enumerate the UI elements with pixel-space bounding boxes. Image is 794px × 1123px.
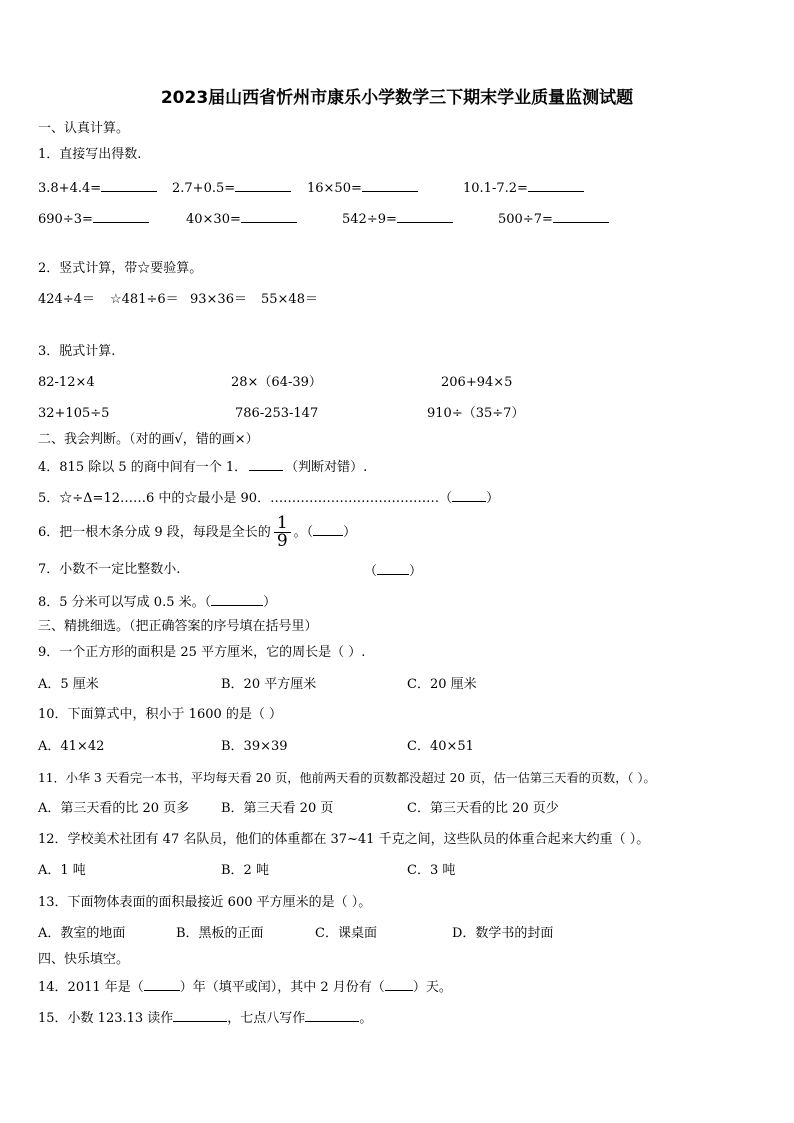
answer-blank[interactable] <box>313 523 343 536</box>
option-a[interactable]: A．41×42 <box>38 739 105 754</box>
question-11-prompt: 11．小华 3 天看完一本书，平均每天看 20 页，他前两天看的页数都没超过 20 页，估一估第三天看的页数，（ ）。 <box>38 771 656 785</box>
section-heading-1: 一、认真计算。 <box>38 121 130 136</box>
calc-item: 2.7+0.5= <box>172 179 291 197</box>
question-10-prompt: 10．下面算式中，积小于 1600 的是（ ） <box>38 707 283 722</box>
answer-blank[interactable] <box>173 1009 227 1022</box>
answer-blank[interactable] <box>249 458 283 471</box>
step-calc-item: 786-253-147 <box>235 406 319 421</box>
option-c[interactable]: C．40×51 <box>407 739 474 754</box>
calc-item: 40×30= <box>186 210 297 228</box>
question-8: 8．5 分米可以写成 0.5 米。（ ） <box>38 595 277 610</box>
answer-blank[interactable] <box>452 489 486 502</box>
question-5: 5．☆÷Δ=12……6 中的☆最小是 90．…………………………………（ ） <box>38 491 500 506</box>
option-b[interactable]: B．39×39 <box>221 739 288 754</box>
option-a[interactable]: A．教室的地面 <box>38 926 126 941</box>
option-c[interactable]: C．第三天看的比 20 页少 <box>407 801 559 816</box>
calc-item: 16×50= <box>307 179 418 197</box>
step-calc-item: 910÷（35÷7） <box>427 406 525 421</box>
answer-blank[interactable] <box>241 210 297 223</box>
section-heading-2: 二、我会判断。（对的画√，错的画×） <box>38 432 259 447</box>
answer-blank[interactable] <box>397 210 453 223</box>
option-a[interactable]: A．1 吨 <box>38 863 86 878</box>
step-calc-item: 28×（64-39） <box>231 375 322 390</box>
question-13-prompt: 13．下面物体表面的面积最接近 600 平方厘米的是（ ）。 <box>38 895 372 910</box>
question-7: 7．小数不一定比整数小. <box>38 562 181 577</box>
question-7-answer: （ ） <box>364 564 423 579</box>
step-calc-item: 206+94×5 <box>441 375 513 390</box>
option-b[interactable]: B．2 吨 <box>221 863 269 878</box>
question-9-prompt: 9．一个正方形的面积是 25 平方厘米，它的周长是（ ）. <box>38 645 366 660</box>
option-b[interactable]: B．黑板的正面 <box>176 926 264 941</box>
answer-blank[interactable] <box>528 179 584 192</box>
page-title: 2023届山西省忻州市康乐小学数学三下期末学业质量监测试题 <box>160 88 634 108</box>
section-heading-3: 三、精挑细选。（把正确答案的序号填在括号里） <box>38 619 318 634</box>
option-d[interactable]: D．数学书的封面 <box>452 926 554 941</box>
question-12-prompt: 12．学校美术社团有 47 名队员，他们的体重都在 37~41 千克之间，这些队员的体重合起来大约重（ ）。 <box>38 832 650 847</box>
question-1-prompt: 1．直接写出得数. <box>38 147 142 162</box>
option-a[interactable]: A．5 厘米 <box>38 677 99 692</box>
answer-blank[interactable] <box>362 179 418 192</box>
question-2-prompt: 2．竖式计算，带☆要验算。 <box>38 261 203 276</box>
question-4: 4．815 除以 5 的商中间有一个 1． （判断对错）. <box>38 460 368 475</box>
question-6: 6．把一根木条分成 9 段，每段是全长的 $\frac{1}{9}$ 。（ ） <box>38 513 357 551</box>
answer-blank[interactable] <box>211 593 263 606</box>
option-a[interactable]: A．第三天看的比 20 页多 <box>38 801 190 816</box>
vertical-calc-item: ☆481÷6＝ <box>110 292 179 307</box>
calc-item: 690÷3= <box>38 210 149 228</box>
option-c[interactable]: C．20 厘米 <box>407 677 477 692</box>
vertical-calc-item: 55×48＝ <box>261 292 318 307</box>
option-c[interactable]: C．课桌面 <box>315 926 377 941</box>
fraction-one-ninth: $\frac{1}{9}$ <box>274 515 291 550</box>
answer-blank[interactable] <box>101 179 157 192</box>
answer-blank[interactable] <box>144 978 180 991</box>
step-calc-item: 82-12×4 <box>38 375 95 390</box>
option-b[interactable]: B．20 平方厘米 <box>221 677 317 692</box>
question-14: 14．2011 年是（ ）年（填平或闰），其中 2 月份有（ ）天。 <box>38 980 452 995</box>
option-b[interactable]: B．第三天看 20 页 <box>221 801 334 816</box>
answer-blank[interactable] <box>553 210 609 223</box>
question-3-prompt: 3．脱式计算. <box>38 344 116 359</box>
step-calc-item: 32+105÷5 <box>38 406 110 421</box>
calc-item: 3.8+4.4= <box>38 179 157 197</box>
calc-item: 542÷9= <box>342 210 453 228</box>
vertical-calc-item: 93×36＝ <box>190 292 247 307</box>
answer-blank[interactable] <box>385 978 413 991</box>
calc-item: 10.1-7.2= <box>463 179 584 197</box>
question-15: 15．小数 123.13 读作 ，七点八写作 。 <box>38 1011 373 1026</box>
section-heading-4: 四、快乐填空。 <box>38 952 130 967</box>
answer-blank[interactable] <box>235 179 291 192</box>
answer-blank[interactable] <box>377 562 409 575</box>
calc-item: 500÷7= <box>498 210 609 228</box>
option-c[interactable]: C．3 吨 <box>407 863 456 878</box>
vertical-calc-item: 424÷4＝ <box>38 292 95 307</box>
answer-blank[interactable] <box>305 1009 359 1022</box>
answer-blank[interactable] <box>93 210 149 223</box>
